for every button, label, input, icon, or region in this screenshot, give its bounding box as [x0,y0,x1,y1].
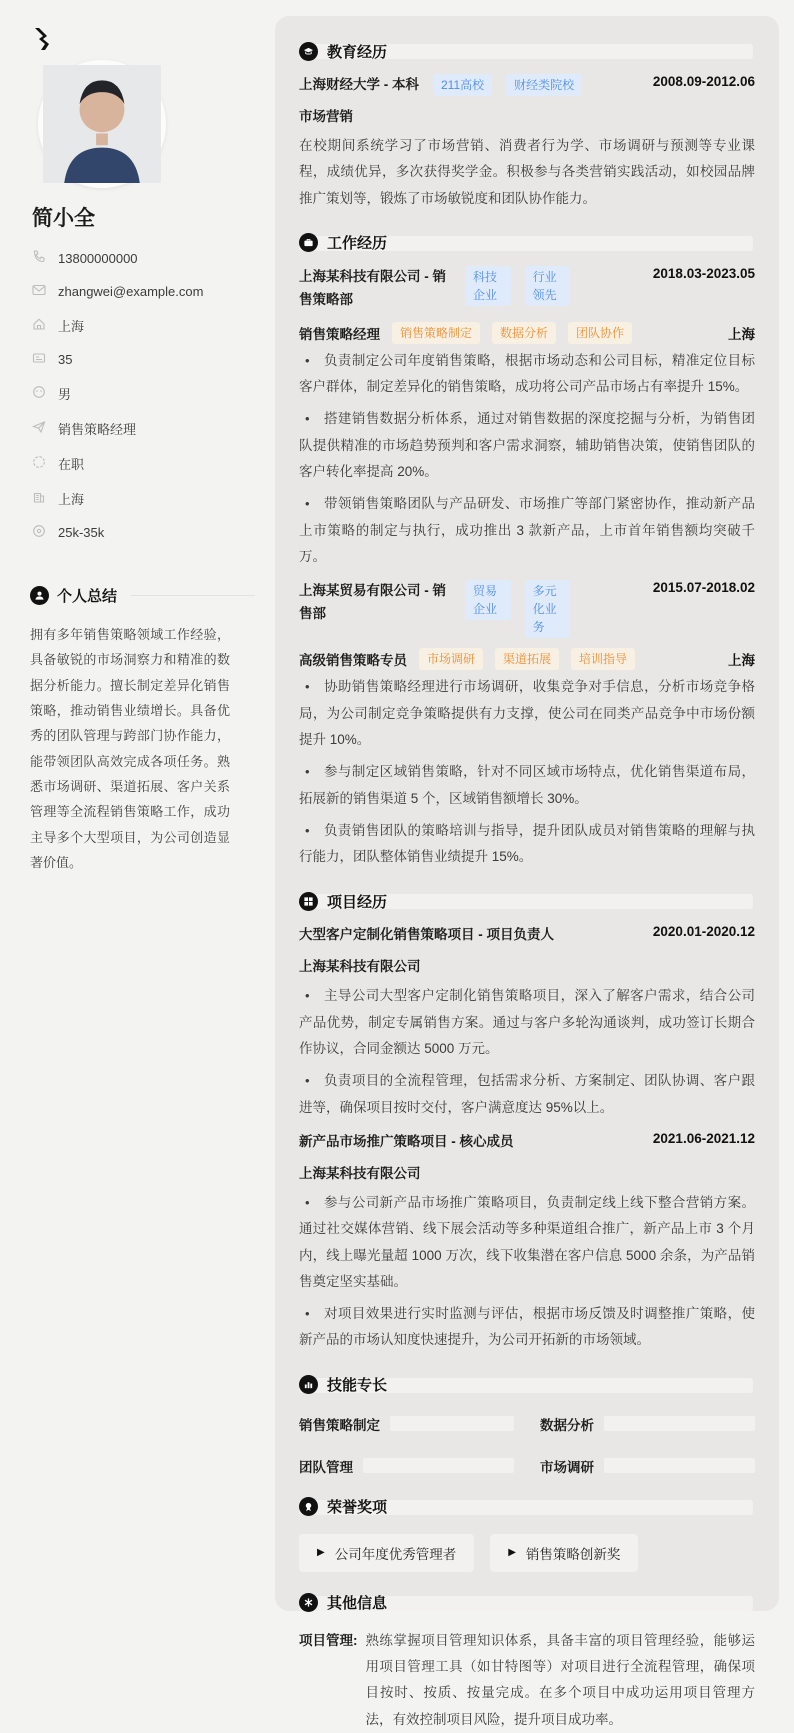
job-intention-icon [32,420,46,437]
project-date: 2021.06-2021.12 [652,1130,755,1146]
skill-bar [363,1458,514,1473]
work-location: 上海 [728,326,755,342]
skills-section [299,1372,755,1476]
contact-email: zhangwei@example.com [32,283,255,300]
project-section [299,888,755,1353]
project-bullet: • 对项目效果进行实时监测与评估，根据市场反馈及时调整推广策略，使新产品的市场认知度快速提升，为公司开拓新的市场领域。 [299,1306,755,1348]
work-location: 上海 [728,653,755,669]
project-bullet: • 负责项目的全流程管理，包括需求分析、方案制定、团队协调、客户跟进等，确保项目按时交付，客户满意度达 95%以上。 [299,1073,755,1115]
contact-status: 在职 [32,454,255,473]
position-skill-tag: 市场调研 [419,648,483,670]
work-date: 2018.03-2023.05 [652,265,755,281]
work-entry [299,266,755,570]
work-bullet: • 参与制定区域销售策略，针对不同区域市场特点，优化销售渠道布局，拓展新的销售渠道 5 个，区域销售额增长 30%。 [299,764,755,806]
phone-icon [32,250,46,267]
grid-icon [299,892,318,911]
summary-text: 拥有多年销售策略领域工作经验，具备敏锐的市场洞察力和精准的数据分析能力。擅长制定差异化销售策略，推动销售业绩增长。具备优秀的团队管理与跨部门协作能力，能带领团队高效完成各项任务。熟悉市场调研、渠道拓展、客户关系管理等全流程销售策略工作，成功主导多个大型项目，为公司创造显著价值。 [30,627,230,871]
project-company: 上海某科技有限公司 [299,1165,421,1181]
skill-item: 市场调研 [540,1456,755,1476]
skill-grid [299,1414,755,1476]
honor-chip: ▶ 销售策略创新奖 [490,1534,638,1572]
graduation-cap-icon [299,42,318,61]
education-entry [299,74,755,212]
contact-home: 上海 [32,316,255,335]
age-icon [32,351,46,368]
position-name: 高级销售策略专员 [299,653,407,669]
honors-section [299,1494,755,1572]
work-bullet: • 负责销售团队的策略培训与指导，提升团队成员对销售策略的理解与执行能力，团队整体销售业绩提升 15%。 [299,822,755,865]
section-title-other: 其他信息 [327,1595,388,1613]
project-company: 上海某科技有限公司 [299,959,421,975]
work-bullet: • 搭建销售数据分析体系，通过对销售数据的深度挖掘与分析，为销售团队提供精准的市场趋势预判和客户需求洞察，辅助销售决策，使销售团队的客户转化率提高 20%。 [299,411,755,479]
education-desc: 在校期间系统学习了市场营销、消费者行为学、市场调研与预测等专业课程，成绩优异，多次获得奖学金。积极参与各类营销实践活动，如校园品牌推广策划等，锻炼了市场敏锐度和团队协作能力。 [299,137,755,206]
project-entry [299,924,755,1121]
project-name: 大型客户定制化销售策略项目 - 项目负责人 [299,927,554,943]
contact-phone: 13800000000 [32,250,255,267]
skill-item: 销售策略制定 [299,1414,514,1434]
education-section [299,38,755,212]
skill-bar [604,1416,755,1431]
major: 市场营销 [299,108,353,124]
work-bullet: • 协助销售策略经理进行市场调研，收集竞争对手信息，分析市场竞争格局，为公司制定竞争策略提供有力支撑，使公司在同类产品竞争中市场份额提升 10%。 [299,679,755,747]
other-info-row [299,1628,755,1733]
section-title-work: 工作经历 [327,235,388,253]
skill-bar [390,1416,514,1431]
position-skill-tag: 团队协作 [568,322,632,344]
brand-chevron-icon [30,26,56,52]
project-entry [299,1131,755,1354]
company-name: 上海某贸易有限公司 - 销售部 [299,583,446,622]
company-tag: 贸易企业 [465,580,511,620]
contact-city: 上海 [32,489,255,508]
position-skill-tag: 销售策略制定 [392,322,480,344]
contact-salary: 25k-35k [32,524,255,541]
position-skill-tag: 培训指导 [571,648,635,670]
other-info-section [299,1590,755,1733]
personal-summary-section [30,585,255,875]
play-triangle-icon: ▶ [508,1547,516,1559]
resume-detail-panel[interactable] [275,16,779,1727]
mail-icon [32,283,46,300]
skill-item: 数据分析 [540,1414,755,1434]
project-date: 2020.01-2020.12 [652,924,755,940]
gender-icon [32,385,46,402]
education-date: 2008.09-2012.06 [652,74,755,89]
work-bullet: • 负责制定公司年度销售策略，根据市场动态和公司目标，精准定位目标客户群体，制定差异化的销售策略，成功将公司产品市场占有率提升 15%。 [299,352,755,395]
summary-title: 个人总结 [57,588,118,605]
honor-chip: ▶ 公司年度优秀管理者 [299,1534,474,1572]
company-tag: 行业领先 [525,266,571,306]
sidebar [0,0,275,875]
company-tag: 科技企业 [465,266,511,306]
play-triangle-icon: ▶ [317,1547,325,1559]
school-name: 上海财经大学 - 本科 [299,77,419,92]
skill-bar [604,1458,755,1473]
section-title-honors: 荣誉奖项 [327,1499,388,1517]
work-date: 2015.07-2018.02 [652,580,755,596]
work-bullet: • 带领销售策略团队与产品研发、市场推广等部门紧密协作，推动新产品上市策略的制定与执行，成功推出 3 款新产品，上市首年销售额均突破千万。 [299,496,755,564]
position-skill-tag: 数据分析 [492,322,556,344]
other-text: 熟练掌握项目管理知识体系，具备丰富的项目管理经验，能够运用项目管理工具（如甘特图等）对项目进行全流程管理，确保项目按时、按质、按量完成。在多个项目中成功运用项目管理方法，有效控制项目风险，提升项目成功率。 [365,1632,755,1727]
home-icon [32,317,46,334]
project-bullet: • 参与公司新产品市场推广策略项目，负责制定线上线下整合营销方案。通过社交媒体营销、线下展会活动等多种渠道组合推广，新产品上市 3 个月内，线上曝光量超 1000 万次，线下收集潜在客户信息 5000 余条，为产品销售奠定坚实基础。 [299,1194,755,1289]
project-bullet: • 主导公司大型客户定制化销售策略项目，深入了解客户需求，结合公司产品优势，制定专属销售方案。通过与客户多轮沟通谈判，成功签订长期合作协议，合同金额达 5000 万元。 [299,988,755,1056]
company-name: 上海某科技有限公司 - 销售策略部 [299,268,446,307]
work-entry [299,580,755,870]
skill-item: 团队管理 [299,1456,514,1476]
divider [131,595,255,596]
honor-list [299,1534,755,1572]
section-title-project: 项目经历 [327,893,388,911]
position-skill-tag: 渠道拓展 [495,648,559,670]
contact-gender: 男 [32,384,255,403]
person-icon [30,586,49,605]
position-name: 销售策略经理 [299,326,380,342]
project-name: 新产品市场推广策略项目 - 核心成员 [299,1133,514,1149]
avatar [38,60,166,188]
section-title-skills: 技能专长 [327,1377,388,1395]
contact-job-intention: 销售策略经理 [32,419,255,438]
candidate-name: 简小全 [32,207,95,230]
company-tag: 多元化业务 [525,580,571,638]
school-tag: 财经类院校 [506,74,582,96]
work-section [299,230,755,871]
contact-age: 35 [32,351,255,368]
city-icon [32,490,46,507]
salary-icon [32,524,46,541]
status-icon [32,455,46,472]
contact-list [32,250,255,541]
section-title-education: 教育经历 [327,43,388,61]
other-label: 项目管理: [299,1632,358,1648]
school-tag: 211高校 [433,74,492,96]
